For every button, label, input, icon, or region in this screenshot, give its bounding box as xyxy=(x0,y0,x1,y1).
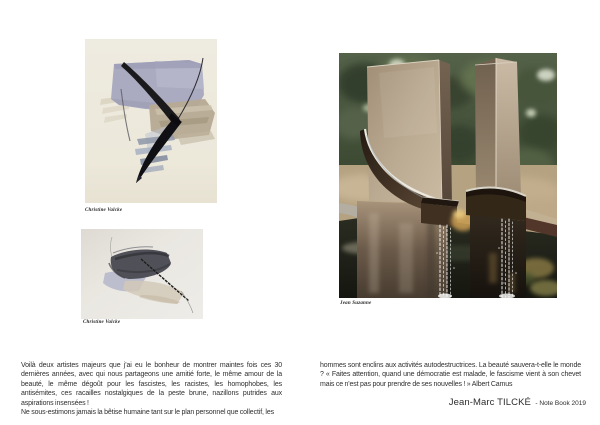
paragraph-artists: Voilà deux artistes majeurs que j'ai eu le bonheur de montrer maintes fois ces 30 dernières années, avec qui nous partageons une amitié forte, le même amour de la beauté, le même dégoût pour les fascistes, les racistes, les homophobes, les antisémites, ces racailles nostalgiques de la peste brune, nazillons putrides aux aspirations insensées ! xyxy=(21,362,282,407)
notebook-edition: - Note Book 2019 xyxy=(535,400,586,407)
painting2-caption: Christine Valcke xyxy=(83,320,121,325)
sculpture-photo-caption: Jean Suzanne xyxy=(340,301,372,306)
body-text-left-column xyxy=(21,361,282,418)
author-name: Jean-Marc TILCKÉ xyxy=(448,397,531,408)
sculpture-photo xyxy=(339,53,557,298)
painting1-caption: Christine Valcke xyxy=(85,208,123,213)
body-text-right-column xyxy=(320,361,581,389)
abstract-painting-1 xyxy=(85,39,217,203)
right-slab-face-right xyxy=(496,58,521,196)
abstract-painting-2 xyxy=(81,229,203,319)
paragraph-camus-quote: hommes sont enclins aux activités autodestructrices. La beauté sauvera-t-elle le monde ? « Faites attention, quand une démocratie est malade, le fascisme vient à son chevet mais ce n'est pas pour prendre de ses nouvelles ! » Albert Camus xyxy=(320,362,581,388)
author-signature xyxy=(300,392,586,410)
right-column xyxy=(470,215,526,298)
paragraph-betise: Ne sous-estimons jamais la bêtise humaine tant sur le plan personnel que collectif, les xyxy=(21,409,274,417)
right-slab-face-left xyxy=(475,58,496,200)
